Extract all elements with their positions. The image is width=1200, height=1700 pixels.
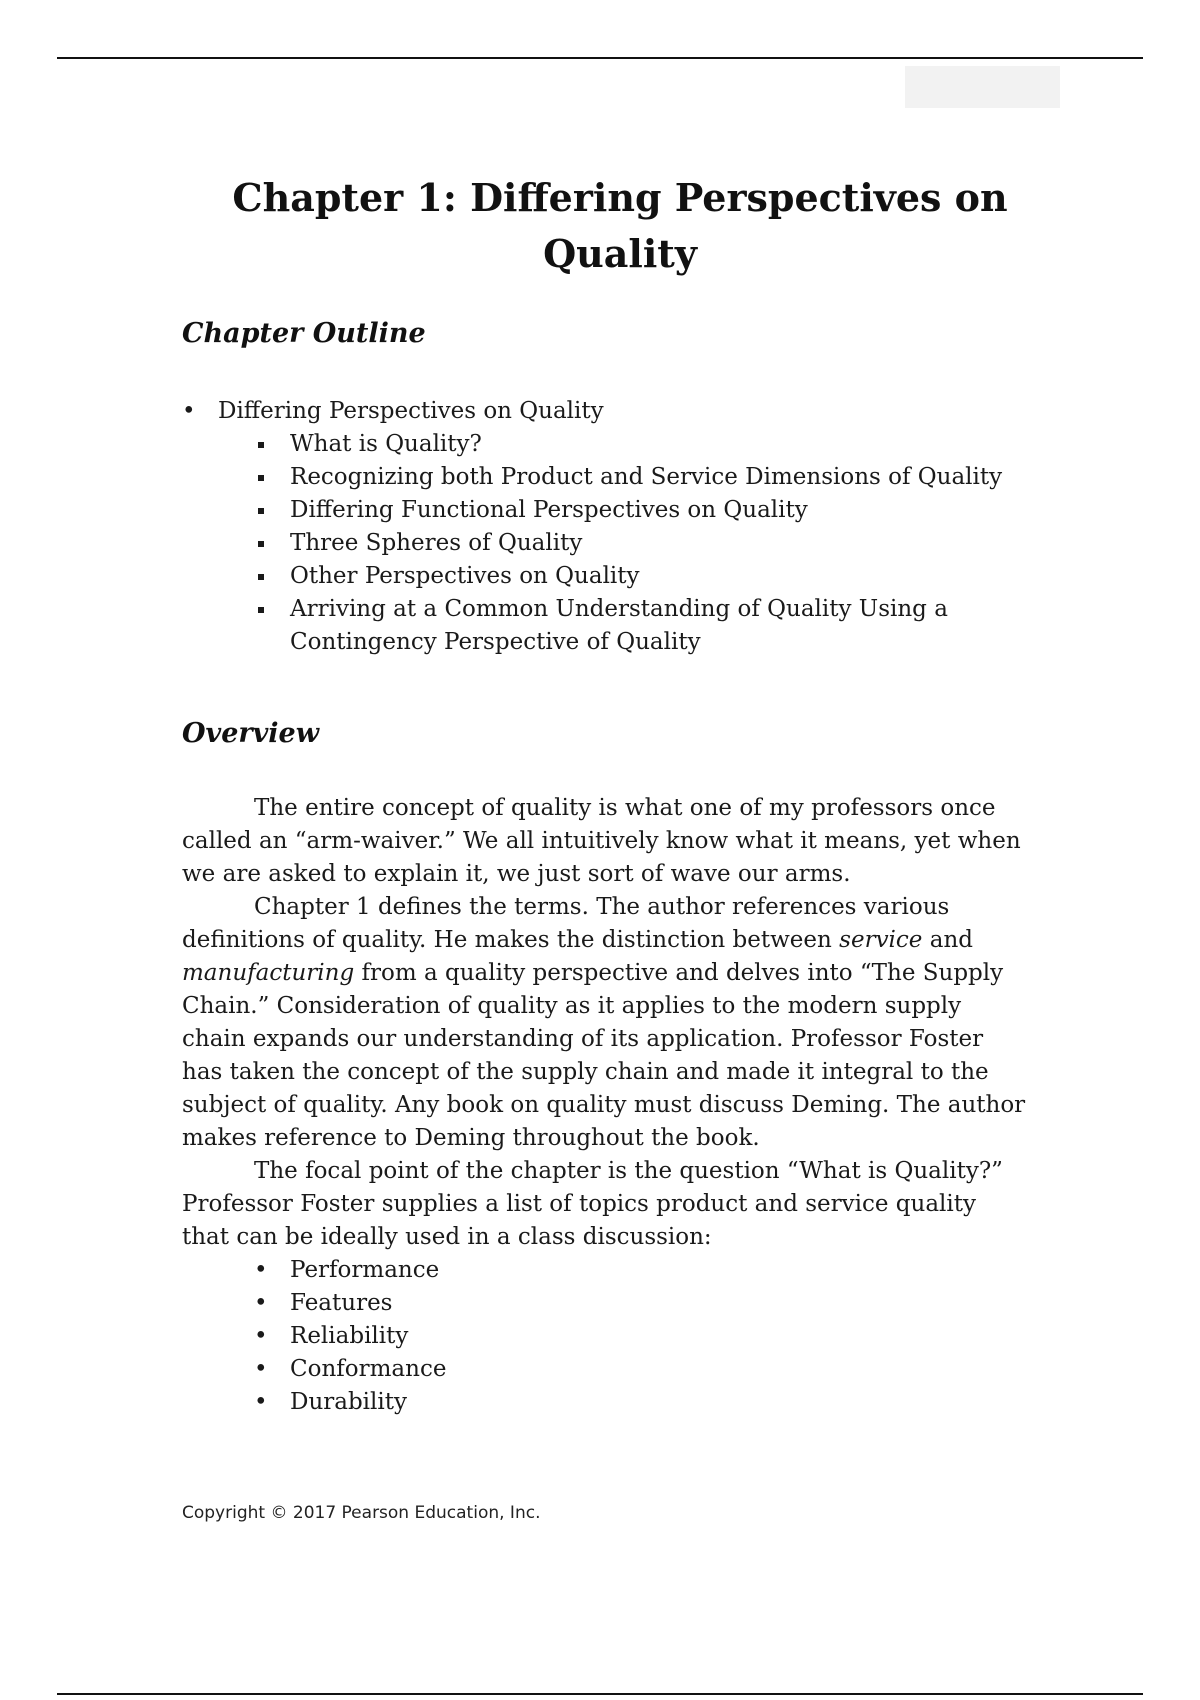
outline-sub-label: Other Perspectives on Quality	[290, 563, 640, 589]
bottom-rule	[57, 1693, 1143, 1695]
quality-dimension-label: Conformance	[290, 1356, 447, 1382]
square-bullet-icon	[258, 475, 264, 481]
outline-sub-list	[218, 428, 1062, 659]
emphasis-manufacturing: manufacturing	[182, 960, 355, 986]
overview-paragraph-1: The entire concept of quality is what one of my professors once called an “arm-waiver.” We all intuitively know what it means, yet when we are asked to explain it, we just sort of wave our arms.	[182, 795, 1021, 887]
quality-dimension-item	[182, 1386, 1027, 1419]
overview-paragraph-2	[182, 891, 1027, 1155]
square-bullet-icon	[258, 574, 264, 580]
overview-body	[182, 792, 1027, 1419]
outline-main-item	[182, 395, 1062, 659]
paragraph-2-text-rest: from a quality perspective and delves into “The Supply Chain.” Consideration of quality as it applies to the modern supply chain expands our understanding of its application. Professor Foster has taken the concept of the supply chain and made it integral to the subject of quality. Any book on quality must discuss Deming. The author makes reference to Deming throughout the book.	[182, 960, 1026, 1151]
square-bullet-icon	[258, 541, 264, 547]
paragraph-2-text-start: Chapter 1 defines the terms. The author references various definitions of quality. He makes the distinction between	[182, 894, 950, 953]
quality-dimension-label: Performance	[290, 1257, 440, 1283]
quality-dimension-item	[182, 1353, 1027, 1386]
chapter-outline-heading: Chapter Outline	[182, 318, 426, 349]
bullet-icon: •	[254, 1389, 268, 1415]
outline-sub-label: Differing Functional Perspectives on Quality	[290, 497, 808, 523]
overview-heading: Overview	[182, 718, 319, 749]
outline-sub-label: Three Spheres of Quality	[290, 530, 583, 556]
bullet-icon: •	[254, 1356, 268, 1382]
bullet-icon: •	[254, 1290, 268, 1316]
square-bullet-icon	[258, 607, 264, 613]
outline-sub-item	[218, 560, 1062, 593]
outline-sub-item	[218, 527, 1062, 560]
outline-sub-item	[218, 494, 1062, 527]
top-rule	[57, 57, 1143, 59]
quality-dimension-label: Durability	[290, 1389, 407, 1415]
copyright-notice: Copyright © 2017 Pearson Education, Inc.	[182, 1503, 541, 1523]
header-placeholder-box	[905, 66, 1060, 108]
outline-sub-label: Recognizing both Product and Service Dimensions of Quality	[290, 464, 1003, 490]
quality-dimension-item	[182, 1287, 1027, 1320]
outline-sub-item	[218, 428, 1062, 461]
paragraph-2-conjunction: and	[922, 927, 973, 953]
overview-paragraph-3: The focal point of the chapter is the question “What is Quality?” Professor Foster supplies a list of topics product and service quality that can be ideally used in a class discussion:	[182, 1158, 1003, 1250]
quality-dimension-label: Features	[290, 1290, 393, 1316]
emphasis-service: service	[839, 927, 923, 953]
quality-dimension-item	[182, 1254, 1027, 1287]
chapter-outline-list	[182, 395, 1062, 659]
outline-sub-item	[218, 461, 1062, 494]
quality-dimensions-list	[182, 1254, 1027, 1419]
quality-dimension-item	[182, 1320, 1027, 1353]
bullet-icon: •	[254, 1257, 268, 1283]
bullet-icon: •	[254, 1323, 268, 1349]
square-bullet-icon	[258, 508, 264, 514]
outline-sub-label: What is Quality?	[290, 431, 482, 457]
page-title: Chapter 1: Differing Perspectives on Quality	[232, 175, 1008, 276]
bullet-icon: •	[182, 398, 196, 424]
outline-sub-label: Arriving at a Common Understanding of Quality Using a Contingency Perspective of Quality	[290, 596, 948, 655]
outline-sub-item	[218, 593, 1062, 659]
outline-main-label: Differing Perspectives on Quality	[218, 398, 604, 424]
quality-dimension-label: Reliability	[290, 1323, 409, 1349]
square-bullet-icon	[258, 442, 264, 448]
